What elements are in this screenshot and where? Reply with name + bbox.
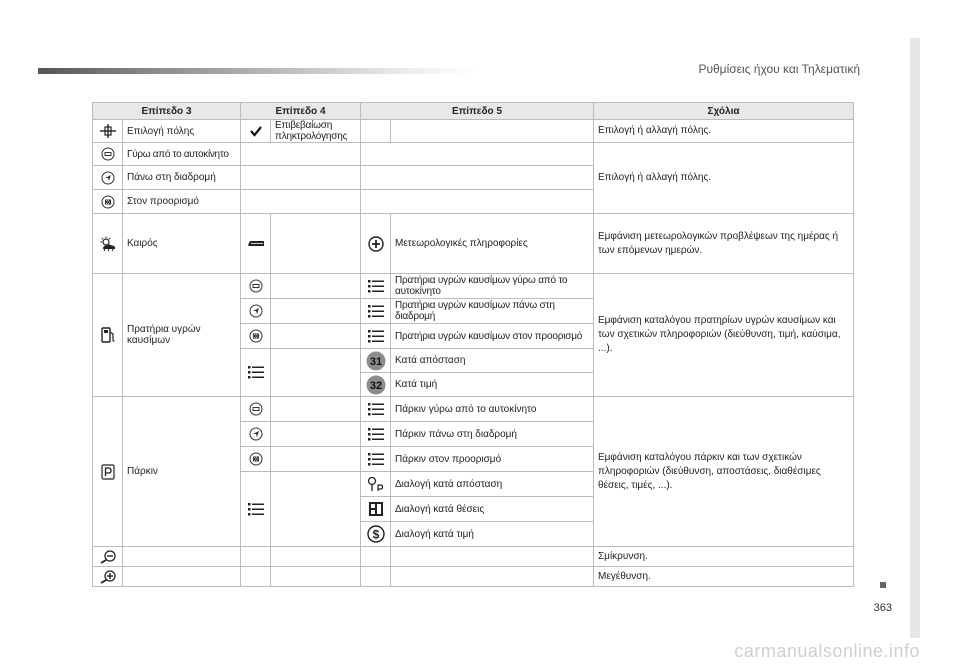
column-header: Επίπεδο 4	[241, 103, 361, 120]
number-badge-icon	[366, 351, 386, 371]
side-scroll-bar[interactable]	[910, 38, 920, 638]
page-number: 363	[873, 602, 892, 614]
table-header-row	[93, 103, 854, 120]
level5-label: Κατά τιμή	[391, 373, 594, 397]
menu-table	[92, 102, 854, 587]
page-marker	[880, 582, 886, 588]
header-gradient-bar	[38, 68, 478, 74]
table-row	[93, 120, 854, 143]
level5-label: Πρατήρια υγρών καυσίμων στον προορισμό	[391, 324, 594, 349]
level3-label: Στον προορισμό	[123, 190, 241, 214]
list-icon	[368, 305, 384, 318]
city-select-icon	[99, 123, 117, 139]
around-vehicle-icon	[249, 279, 263, 293]
watermark: carmanualsonline.info	[734, 641, 920, 661]
level3-label: Πάνω στη διαδρομή	[123, 166, 241, 190]
level5-label: Κατά απόσταση	[391, 349, 594, 373]
level5-label: Πάρκιν γύρω από το αυτοκίνητο	[391, 397, 594, 422]
comment: Εμφάνιση μετεωρολογικών προβλέψεων της ημέρας ή των επόμενων ημερών.	[594, 214, 854, 274]
weather-icon	[99, 236, 117, 252]
parking-spaces-icon	[368, 501, 384, 517]
level3-label: Επιλογή πόλης	[123, 120, 241, 143]
list-icon	[368, 403, 384, 416]
around-vehicle-icon	[249, 402, 263, 416]
comment: Επιλογή ή αλλαγή πόλης.	[594, 120, 854, 143]
level3-label: Γύρω από το αυτοκίνητο	[123, 143, 241, 166]
number-badge-icon	[366, 375, 386, 395]
level3-label: Πρατήρια υγρών καυσίμων	[123, 274, 241, 397]
level4-label: Επιβεβαίωση πληκτρολόγησης	[271, 120, 361, 143]
table-row	[93, 214, 854, 274]
list-icon	[368, 428, 384, 441]
level3-label: Καιρός	[123, 214, 241, 274]
table-row	[93, 274, 854, 299]
zoom-in-icon	[99, 570, 117, 584]
level5-label: Πρατήρια υγρών καυσίμων γύρω από το αυτοκίνητο	[391, 274, 594, 299]
level5-label: Διαλογή κατά θέσεις	[391, 497, 594, 522]
section-title: Ρυθμίσεις ήχου και Τηλεματική	[698, 62, 860, 76]
level5-label: Διαλογή κατά απόσταση	[391, 472, 594, 497]
list-icon	[368, 280, 384, 293]
destination-icon	[249, 329, 263, 343]
comment: Μεγέθυνση.	[594, 567, 854, 587]
level5-label: Μετεωρολογικές πληροφορίες	[391, 214, 594, 274]
list-icon	[248, 366, 264, 379]
info-plus-icon	[368, 236, 384, 252]
table-row	[93, 567, 854, 587]
level3-label: Πάρκιν	[123, 397, 241, 547]
level5-label: Πάρκιν στον προορισμό	[391, 447, 594, 472]
badge-number: 32	[369, 379, 382, 392]
level5-label: Πρατήρια υγρών καυσίμων πάνω στη διαδρομή	[391, 299, 594, 324]
checkmark-icon	[250, 125, 262, 137]
column-header: Επίπεδο 3	[93, 103, 241, 120]
comment: Εμφάνιση καταλόγου πρατηρίων υγρών καυσίμων και των σχετικών πληροφοριών (διεύθυνση, τιμή, καύσιμα, ...).	[594, 274, 854, 397]
list-icon	[368, 453, 384, 466]
svg-text:$: $	[372, 527, 379, 542]
table-row	[93, 143, 854, 166]
distance-parking-icon	[367, 476, 385, 492]
parking-icon	[101, 464, 115, 480]
badge-number: 31	[369, 355, 382, 368]
comment: Εμφάνιση καταλόγου πάρκιν και των σχετικών πληροφοριών (διεύθυνση, αποστάσεις, διαθέσιμες θέσεις, τιμές, ...).	[594, 397, 854, 547]
table-row	[93, 397, 854, 422]
destination-icon	[101, 195, 115, 209]
list-icon	[368, 330, 384, 343]
price-icon	[367, 525, 385, 543]
column-header: Σχόλια	[594, 103, 854, 120]
level5-label: Διαλογή κατά τιμή	[391, 522, 594, 547]
destination-icon	[249, 452, 263, 466]
on-route-icon	[101, 171, 115, 185]
comment: Σμίκρυνση.	[594, 547, 854, 567]
fuel-station-icon	[100, 326, 116, 344]
level5-label: Πάρκιν πάνω στη διαδρομή	[391, 422, 594, 447]
comment: Επιλογή ή αλλαγή πόλης.	[594, 143, 854, 214]
list-icon	[248, 503, 264, 516]
keyboard-confirm-icon	[247, 238, 265, 248]
zoom-out-icon	[99, 550, 117, 564]
around-vehicle-icon	[101, 147, 115, 161]
column-header: Επίπεδο 5	[361, 103, 594, 120]
on-route-icon	[249, 304, 263, 318]
on-route-icon	[249, 427, 263, 441]
table-row	[93, 547, 854, 567]
